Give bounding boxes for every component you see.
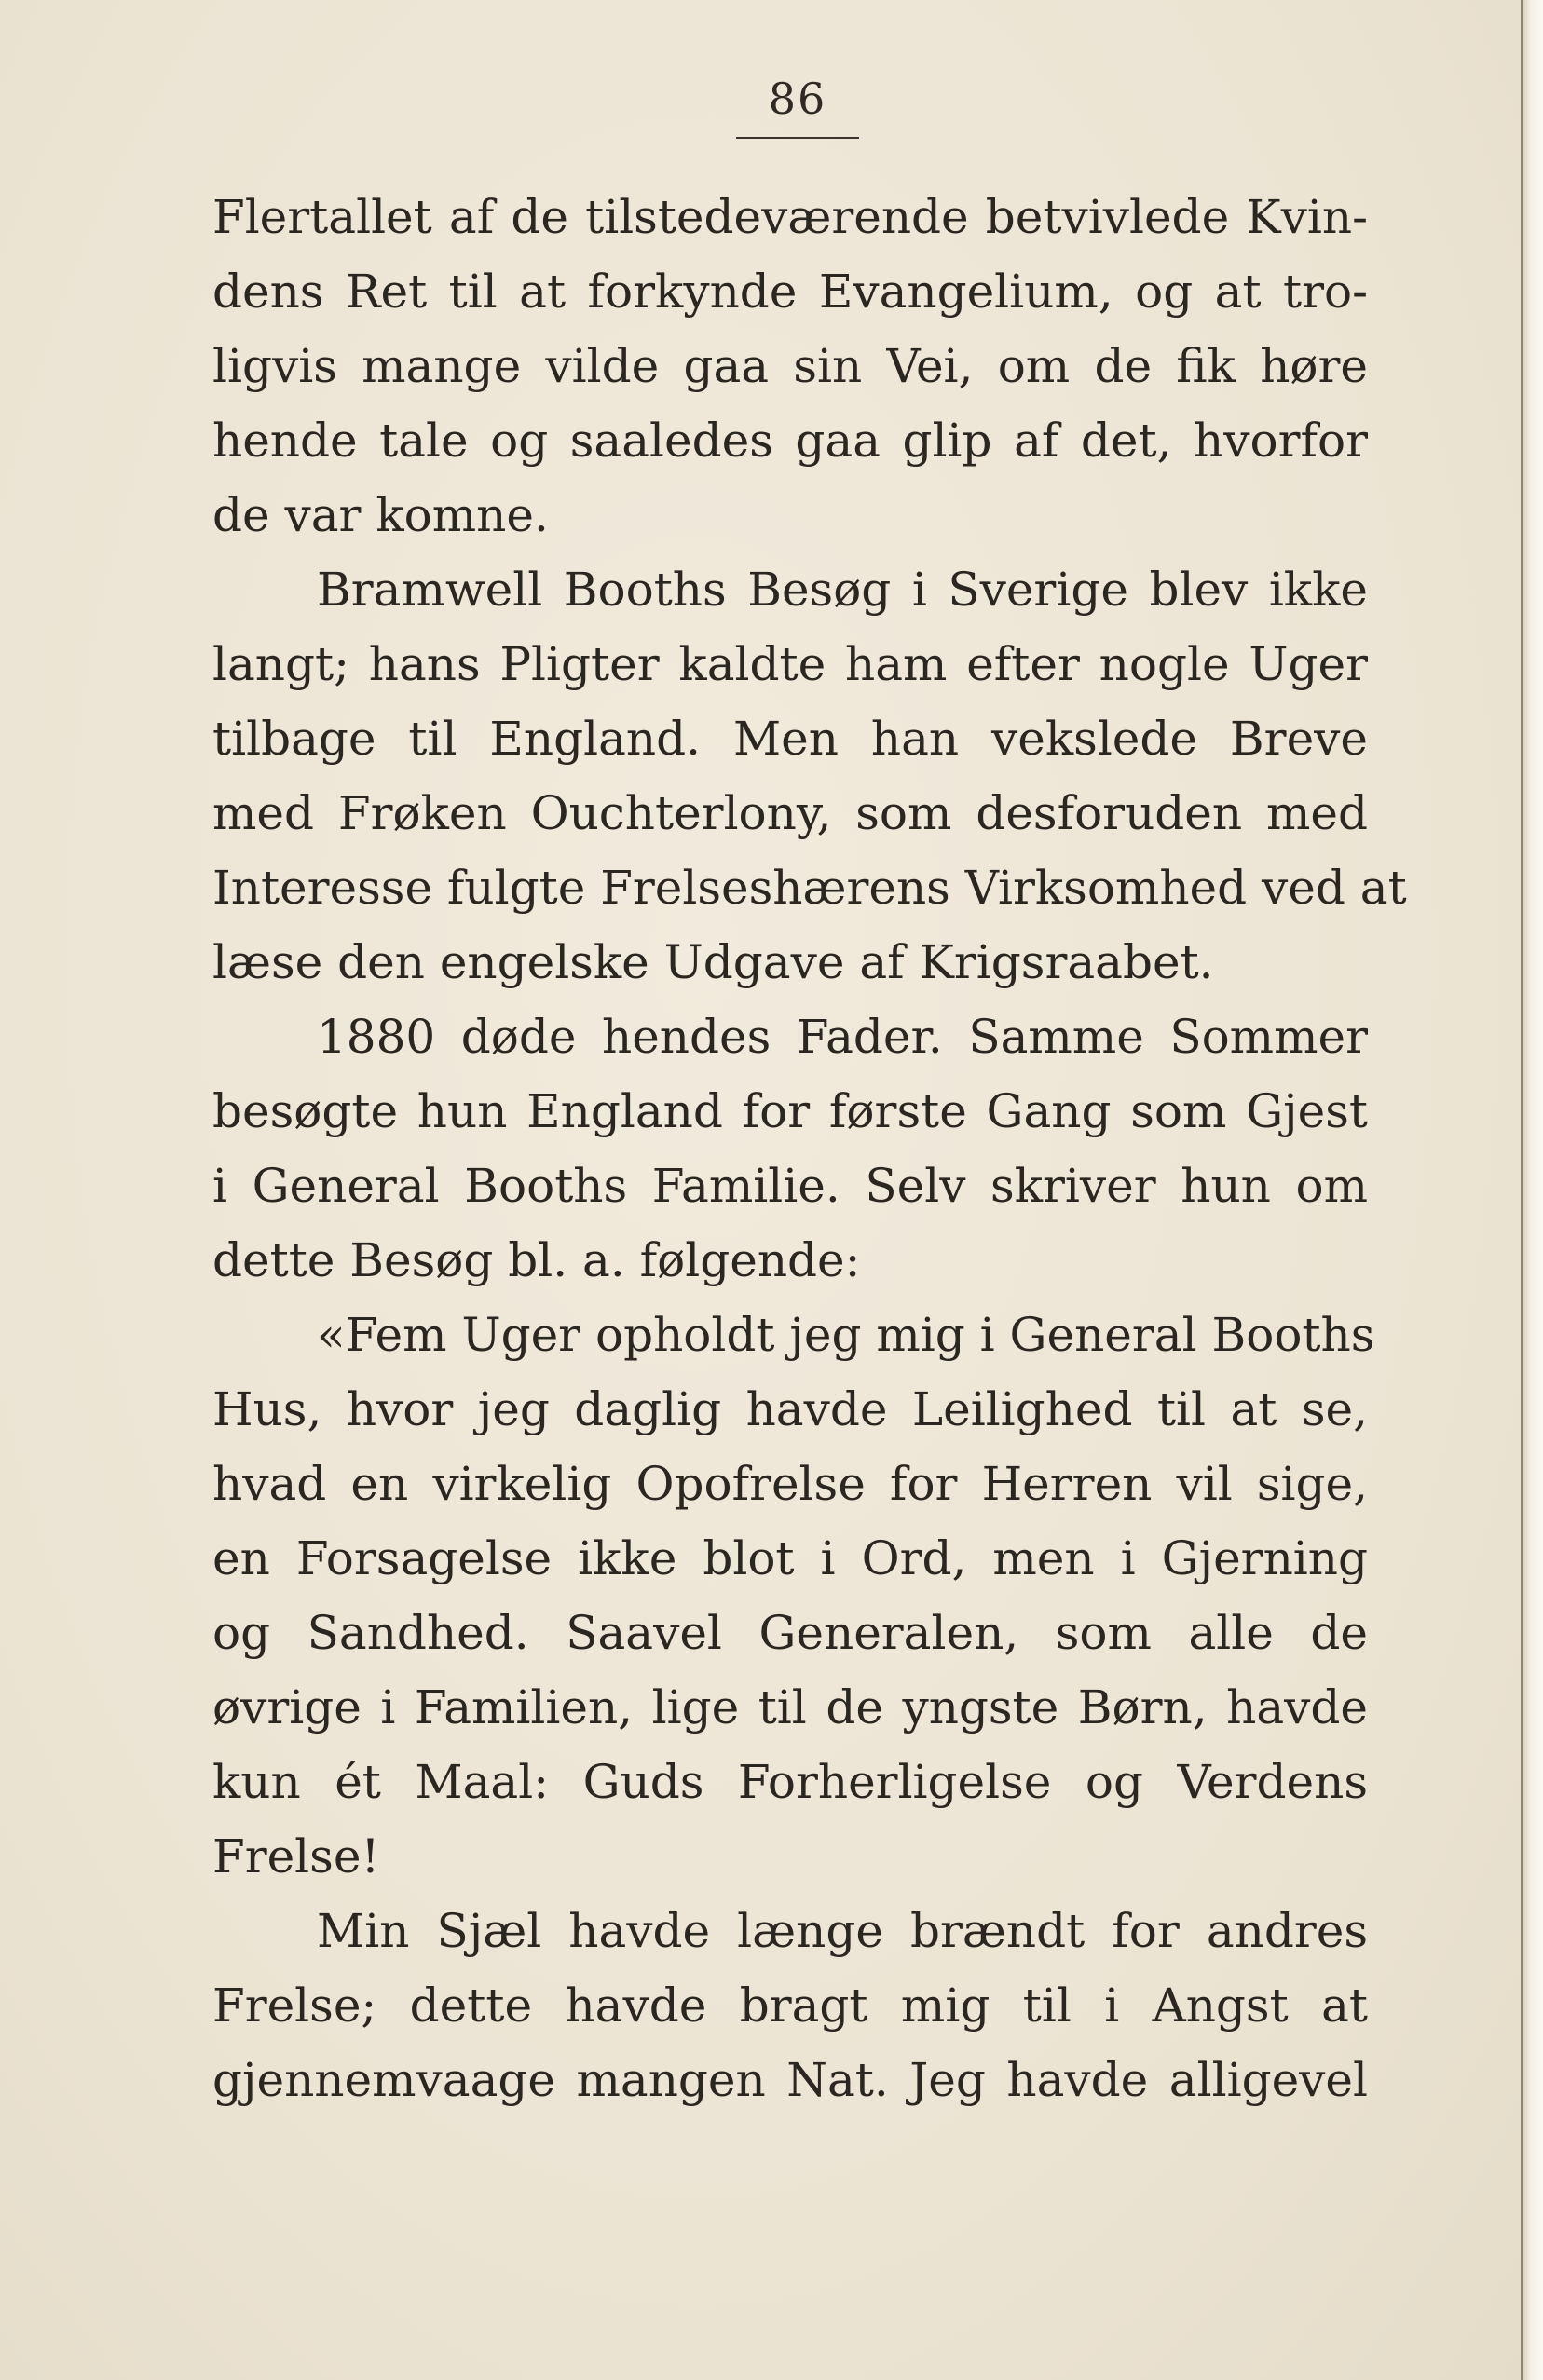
text-line: og Sandhed. Saavel Generalen, som alle de <box>212 1606 1368 1660</box>
paragraph-4 <box>212 1298 1375 1894</box>
text-line: gjennemvaage mangen Nat. Jeg havde alligevel <box>212 2053 1368 2107</box>
text-line: Interesse fulgte Frelseshærens Virksomhed ved at <box>212 861 1407 915</box>
text-line: de var komne. <box>212 488 549 542</box>
page-number-rule <box>736 137 859 139</box>
paragraph-1 <box>212 180 1368 552</box>
paragraph-2 <box>212 552 1407 1000</box>
text-line: dette Besøg bl. a. følgende: <box>212 1233 861 1287</box>
text-line: hvad en virkelig Opofrelse for Herren vil sige, <box>212 1457 1368 1511</box>
text-line: Frelse! <box>212 1829 380 1884</box>
page-number: 86 <box>768 74 827 124</box>
text-line: besøgte hun England for første Gang som Gjest <box>212 1084 1368 1138</box>
text-line: «Fem Uger opholdt jeg mig i General Booths <box>317 1308 1375 1362</box>
text-line: tilbage til England. Men han vekslede Breve <box>212 712 1368 766</box>
text-line: 1880 døde hendes Fader. Samme Sommer <box>317 1010 1368 1064</box>
body-text <box>212 180 1407 2117</box>
text-line: ligvis mange vilde gaa sin Vei, om de fik høre <box>212 339 1368 393</box>
text-line: kun ét Maal: Guds Forherligelse og Verdens <box>212 1755 1368 1809</box>
text-line: Flertallet af de tilstedeværende betvivlede Kvin- <box>212 190 1368 244</box>
paragraph-3 <box>212 1000 1368 1298</box>
paragraph-5 <box>212 1894 1368 2117</box>
text-line: i General Booths Familie. Selv skriver hun om <box>212 1159 1368 1213</box>
text-line: en Forsagelse ikke blot i Ord, men i Gjerning <box>212 1531 1368 1585</box>
text-line: hende tale og saaledes gaa glip af det, hvorfor <box>212 414 1368 468</box>
text-line: Hus, hvor jeg daglig havde Leilighed til at se, <box>212 1382 1368 1436</box>
text-line: øvrige i Familien, lige til de yngste Børn, havde <box>212 1680 1368 1734</box>
page-header <box>0 73 1543 125</box>
text-line: læse den engelske Udgave af Krigsraabet. <box>212 935 1214 989</box>
text-line: dens Ret til at forkynde Evangelium, og at tro- <box>212 265 1368 319</box>
text-line: Frelse; dette havde bragt mig til i Angst at <box>212 1979 1368 2033</box>
text-line: langt; hans Pligter kaldte ham efter nogle Uger <box>212 637 1368 691</box>
page-edge <box>1521 0 1543 2380</box>
text-line: Bramwell Booths Besøg i Sverige blev ikke <box>317 563 1368 617</box>
text-line: Min Sjæl havde længe brændt for andres <box>317 1904 1368 1958</box>
text-line: med Frøken Ouchterlony, som desforuden med <box>212 786 1368 840</box>
